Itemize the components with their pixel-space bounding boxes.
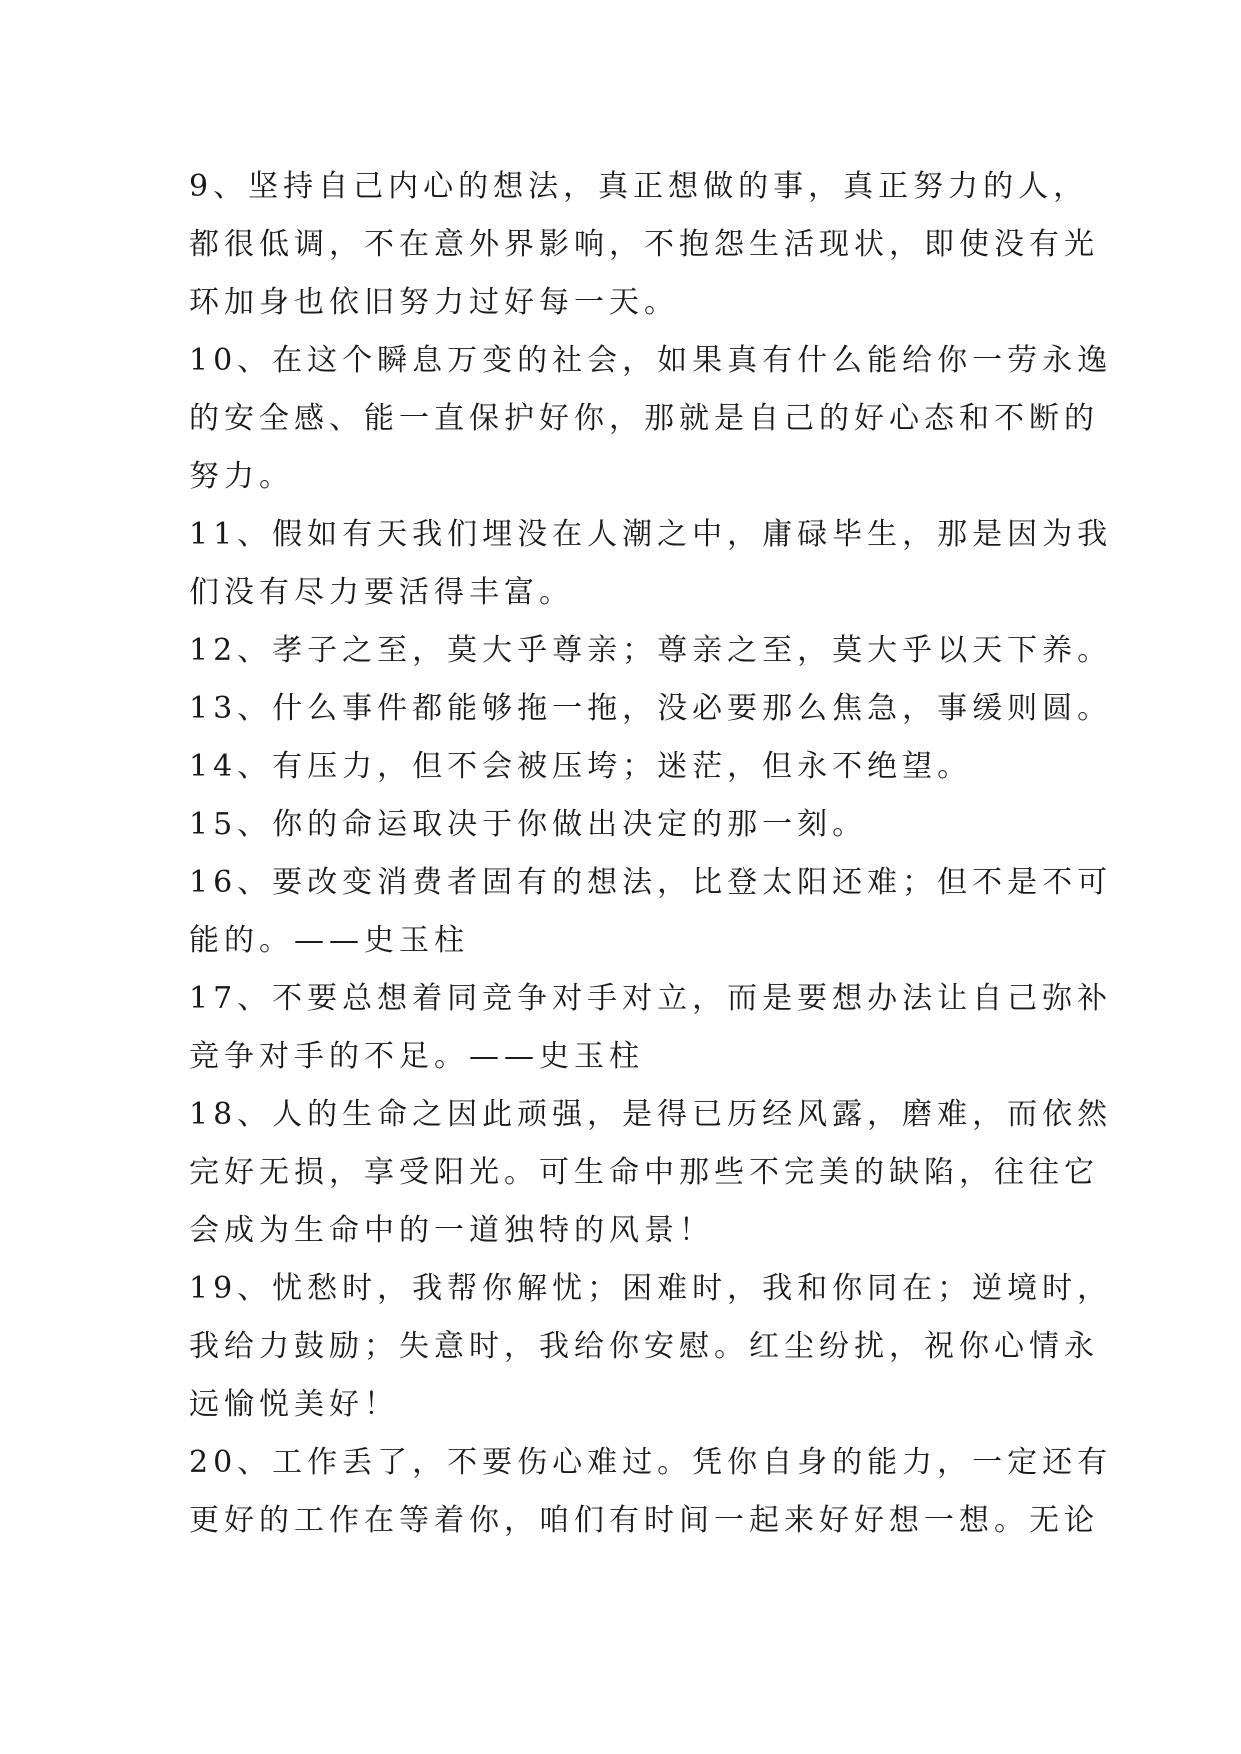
text-line: 15、你的命运取决于你做出决定的那一刻。 [189,807,868,842]
text-line: 12、孝子之至，莫大乎尊亲；尊亲之至，莫大乎以天下养。 [189,633,1113,668]
text-line: 环加身也依旧努力过好每一天。 [189,285,679,320]
text-line: 20、工作丢了，不要伤心难过。凭你自身的能力，一定还有 [189,1445,1113,1480]
text-line: 竞争对手的不足。——史玉柱 [189,1039,644,1074]
text-line: 能的。——史玉柱 [189,923,469,958]
text-line: 19、忧愁时，我帮你解忧；困难时，我和你同在；逆境时， [189,1271,1113,1306]
text-line: 18、人的生命之因此顽强，是得已历经风露，磨难，而依然 [189,1097,1113,1132]
text-line: 远愉悦美好！ [189,1387,399,1422]
text-line: 会成为生命中的一道独特的风景！ [189,1213,714,1248]
text-line: 13、什么事件都能够拖一拖，没必要那么焦急，事缓则圆。 [189,691,1113,726]
text-line: 努力。 [189,459,294,494]
text-line: 10、在这个瞬息万变的社会，如果真有什么能给你一劳永逸 [189,343,1113,378]
document-body [189,158,1113,1550]
text-line: 14、有压力，但不会被压垮；迷茫，但永不绝望。 [189,749,973,784]
text-line: 我给力鼓励；失意时，我给你安慰。红尘纷扰，祝你心情永 [189,1329,1099,1364]
text-line: 的安全感、能一直保护好你，那就是自己的好心态和不断的 [189,401,1099,436]
text-line: 都很低调，不在意外界影响，不抱怨生活现状，即使没有光 [189,227,1099,262]
text-line: 11、假如有天我们埋没在人潮之中，庸碌毕生，那是因为我 [189,517,1113,552]
text-line: 9、坚持自己内心的想法，真正想做的事，真正努力的人， [189,169,1089,204]
text-line: 16、要改变消费者固有的想法，比登太阳还难；但不是不可 [189,865,1113,900]
text-line: 更好的工作在等着你，咱们有时间一起来好好想一想。无论 [189,1503,1099,1538]
text-line: 们没有尽力要活得丰富。 [189,575,574,610]
text-line: 17、不要总想着同竞争对手对立，而是要想办法让自己弥补 [189,981,1113,1016]
text-line: 完好无损，享受阳光。可生命中那些不完美的缺陷，往往它 [189,1155,1099,1190]
